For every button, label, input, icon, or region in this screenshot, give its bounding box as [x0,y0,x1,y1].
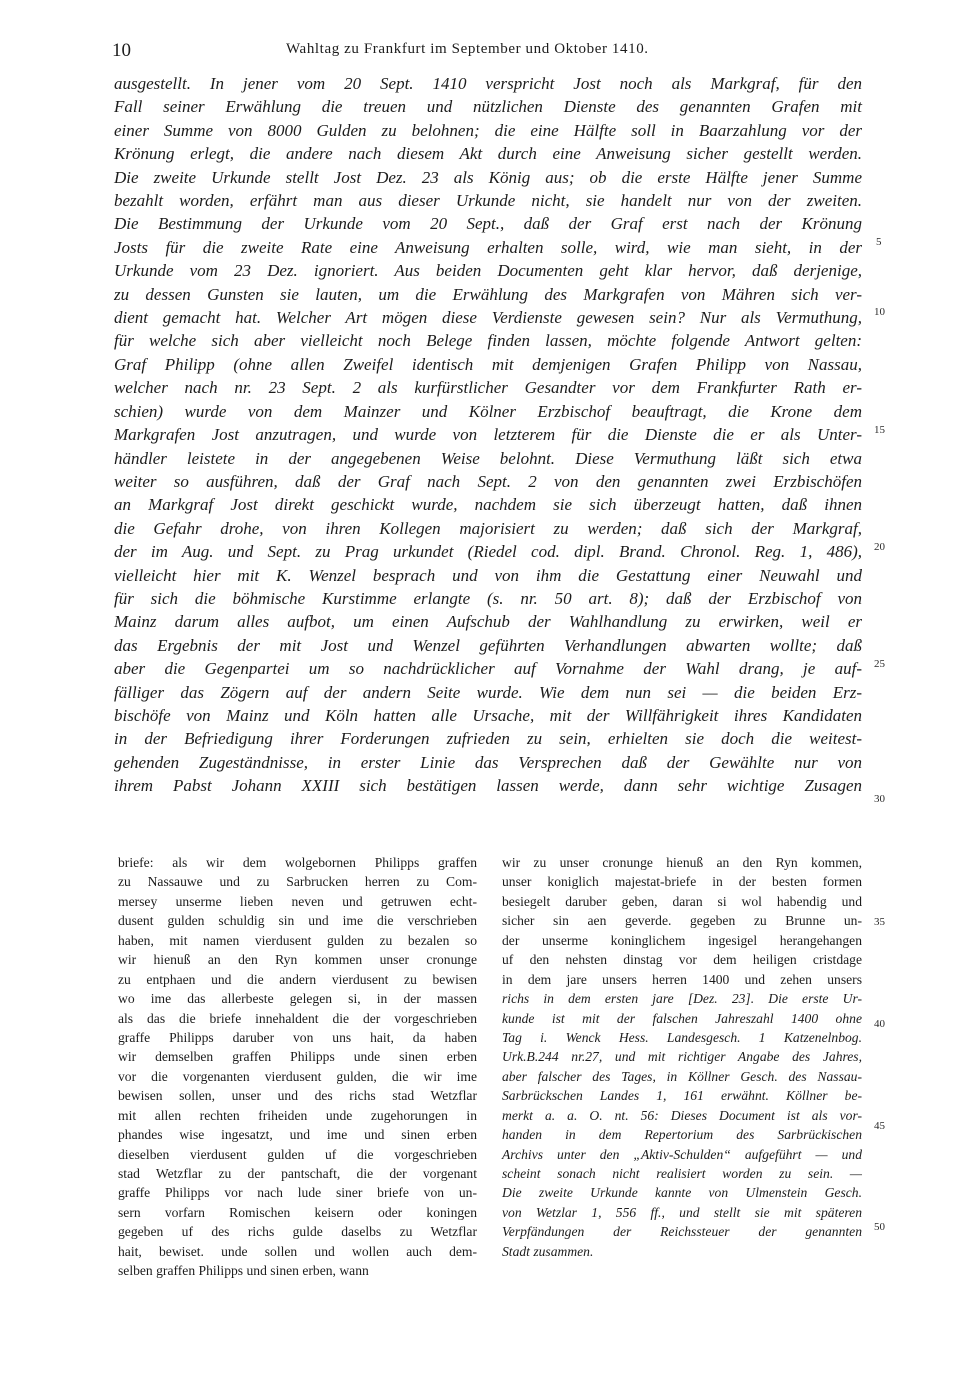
footnote-line: besiegelt daruber geben, daran si wol habendig und [502,893,862,909]
text-line: der im Aug. und Sept. zu Prag urkundet (Riedel cod. dipl. Brand. Chronol. Reg. 1, 486), [114,542,862,562]
footnote-line: in dem jare unsers herren 1400 und zehen unsers [502,971,862,987]
footnote-line: mersey unserme lieben neven und getruwen echt- [118,893,477,909]
text-line: die Gefahr drohe, von ihren Kollegen majorisiert zu werden; daß sich der Markgraf, [114,518,862,538]
footnote-line: mit allen rechten friheiden unde zugehorungen in [118,1107,477,1123]
running-title: Wahltag zu Frankfurt im September und Oktober 1410. [286,41,649,57]
footnote-line: Tag i. Wenck Hess. Landesgesch. 1 Katzenelnbog. [502,1029,862,1045]
text-line: bezahlt worden, erfährt man aus dieser Urkunde nicht, sie handelt nur von der zweiten. [114,191,862,211]
footnote-line: merkt a. a. O. nt. 56: Dieses Document ist als vor- [502,1107,862,1123]
line-number-15: 15 [874,424,885,436]
footnote-line: phandes wise ingesatzt, und ime und sinen erben [118,1127,477,1143]
footnote-line: selben graffen Philipps und sinen erben, wann [118,1263,369,1279]
footnote-line: Urk.B.244 nr.27, und mit richtiger Angabe des Jahres, [502,1049,862,1065]
line-number-50: 50 [874,1221,885,1233]
footnote-line: dusent gulden schuldig sin und ime die verschrieben [118,913,477,929]
footnote-line: graffe Philipps vor nach lude siner briefe von un- [118,1185,477,1201]
footnote-line: wir zu unser cronunge hienuß an den Ryn kommen, [502,855,862,870]
text-line: Urkunde vom 23 Dez. ignoriert. Aus beiden Documenten geht klar hervor, daß derjenige, [114,261,862,281]
text-line: Fall seiner Erwählung die treuen und nützlichen Dienste des genannten Grafen mit [114,97,862,117]
text-line: Die Bestimmung der Urkunde vom 20 Sept., daß der Graf erst nach der Krönung [114,214,862,234]
page-number: 10 [112,40,131,61]
footnote-line: briefe: als wir dem wolgebornen Philipps graffen [118,855,477,870]
footnote-line: sern vorfarn Romischen keisern oder koningen [118,1204,477,1220]
text-line: Mainz darum alles aufbot, um einen Aufschub der Wahlhandlung zu erwirken, weil er [114,612,862,632]
text-line: für welche sich aber vielleicht noch Belege finden lassen, möchte folgende Antwort gelten: [114,331,862,351]
line-number-25: 25 [874,658,885,670]
footnote-right-column [502,853,862,1261]
text-line: zu dessen Gunsten sie lauten, um die Erwählung des Markgrafen von Mähren sich ver- [114,284,862,304]
main-text-block [114,72,862,798]
line-number-30: 30 [874,793,885,805]
footnote-line: als das die briefe innehaldent die der vorgeschrieben [118,1010,477,1026]
footnote-line: bewisen sollen, unser und des richs stad Wetzflar [118,1088,477,1104]
footnote-line: handen in dem Repertorium des Sarbrückischen [502,1127,862,1143]
footnote-line: wir hienuß an den Ryn kommen unser cronunge [118,952,477,968]
footnote-line: Die zweite Urkunde kannte von Ulmenstein Gesch. [502,1185,862,1201]
text-line: Graf Philipp (ohne allen Zweifel identisch mit demjenigen Grafen Philipp von Nassau, [114,354,862,374]
text-line: bischöfe von Mainz und Köln hatten alle Ursache, mit der Willfährigkeit ihres Kandidaten [114,705,862,725]
footnote-line: gegeben uf des richs gulde daselbs zu Wetzflar [118,1224,477,1240]
footnote-line: kunde ist mit der falschen Jahreszahl 1400 ohne [502,1010,862,1026]
line-number-20: 20 [874,541,885,553]
text-line: weiter so ausführen, daß der Graf nach Sept. 2 von den genannten zwei Erzbischöfen [114,471,862,491]
line-number-10: 10 [874,306,885,318]
footnote-line: wir demselben graffen Philipps unde sinen erben [118,1049,477,1065]
footnote-line: dieselben vierdusent gulden uf die vorgeschrieben [118,1146,477,1162]
footnote-line: Verpfändungen der Reichssteuer der genannten [502,1224,862,1240]
footnote-left-column [118,853,477,1281]
line-number-35: 35 [874,916,885,928]
footnote-line: zu entphaen und die andern vierdusent zu bewisen [118,971,477,987]
footnote-line: unser koniglich majestat-briefe in der besten formen [502,874,862,890]
footnote-line: vor die vorgenanten vierdusent gulden, die wir ime [118,1068,477,1084]
footnote-line: aber falscher des Tages, in Köllner Gesch. des Nassau- [502,1068,862,1084]
text-line: in der Befriedigung ihrer Forderungen zufrieden zu sein, erhielten sie doch die weitest- [114,729,862,749]
footnote-line: stad Wetzflar zu der pantschaft, die der vorgenant [118,1166,477,1181]
footnote-line: Stadt zusammen. [502,1243,594,1259]
text-line: aber die Gegenpartei um so nachdrücklicher auf Vornahme der Wahl drang, je auf- [114,659,862,679]
text-line: dient gemacht hat. Welcher Art mögen diese Verdienste gewesen sein? Nur als Vermuthung, [114,308,862,328]
footnote-line: uf den nehsten dinstag vor dem heiligen cristdage [502,952,862,968]
text-line: Die zweite Urkunde stellt Jost Dez. 23 als König aus; ob die erste Hälfte jener Summe [114,167,862,187]
footnote-line: sicher sin aen geverde. gegeben zu Brunne un- [502,913,862,929]
text-line: an Markgraf Jost direkt geschickt wurde, nachdem sie sich überzeugt hatten, daß ihnen [114,495,862,515]
text-line: das Ergebnis der mit Jost und Wenzel geführten Verhandlungen abwarten wollte; daß [114,635,862,655]
text-line: Krönung erlegt, die andere nach diesem Akt durch eine Anweisung sicher gestellt werden. [114,144,862,164]
line-number-40: 40 [874,1018,885,1030]
text-line: händler leistete in der angegebenen Weise belohnt. Diese Vermuthung läßt sich etwa [114,448,862,468]
footnote-line: Archivs unter den „Aktiv-Schulden“ aufgeführt — und [502,1146,862,1162]
footnote-line: Sarbrückschen Landes 1, 161 erwähnt. Köllner be- [502,1088,862,1104]
footnote-line: graffe Philipps daruber von uns hait, da haben [118,1029,477,1045]
text-line: gehenden Zugeständnisse, in erster Linie das Versprechen daß der Gewählte nur von [114,752,862,772]
footnote-line: zu Nassauwe und zu Sarbrucken herren zu Com- [118,874,477,890]
footnote-line: hait, bewiset. unde sollen und wollen auch dem- [118,1243,477,1259]
text-line: vielleicht hier mit K. Wenzel besprach und von ihm die Gestattung einer Neuwahl und [114,565,862,585]
text-line: ausgestellt. In jener vom 20 Sept. 1410 verspricht Jost noch als Markgraf, für den [114,74,862,93]
text-line: einer Summe von 8000 Gulden zu belohnen; die eine Hälfte soll in Baarzahlung vor der [114,120,862,140]
text-line: für sich die böhmische Kurstimme erlangte (s. nr. 50 art. 8); daß der Erzbischof von [114,588,862,608]
footnote-line: richs in dem ersten jare [Dez. 23]. Die erste Ur- [502,991,862,1007]
footnote-line: scheint sonach nicht realisiert worden zu sein. — [502,1166,862,1181]
text-line: welcher nach nr. 23 Sept. 2 als kurfürstlicher Gesandter vor dem Frankfurter Rath er- [114,378,862,398]
text-line: fälliger das Zögern auf der andern Seite wurde. Wie dem nun sei — die beiden Erz- [114,682,862,702]
footnote-line: der unserme koninglichem ingesigel herangehangen [502,932,862,948]
text-line: Markgrafen Jost anzutragen, und wurde von letzterem für die Dienste die er als Unter- [114,425,862,445]
line-number-5: 5 [876,236,882,248]
footnote-line: von Wetzlar 1, 556 ff., und stellt sie mit späteren [502,1204,862,1220]
line-number-45: 45 [874,1120,885,1132]
text-line: ihrem Pabst Johann XXIII sich bestätigen lassen werde, dann sehr wichtige Zusagen [114,776,862,796]
text-line: schien) wurde von dem Mainzer und Kölner Erzbischof beauftragt, die Krone dem [114,401,862,421]
text-line: Josts für die zweite Rate eine Anweisung erhalten solle, wird, wie man sieht, in der [114,237,862,257]
footnote-line: haben, mit namen vierdusent gulden zu bezalen so [118,932,477,948]
footnote-line: wo ime das allerbeste gelegen si, in der massen [118,991,477,1007]
